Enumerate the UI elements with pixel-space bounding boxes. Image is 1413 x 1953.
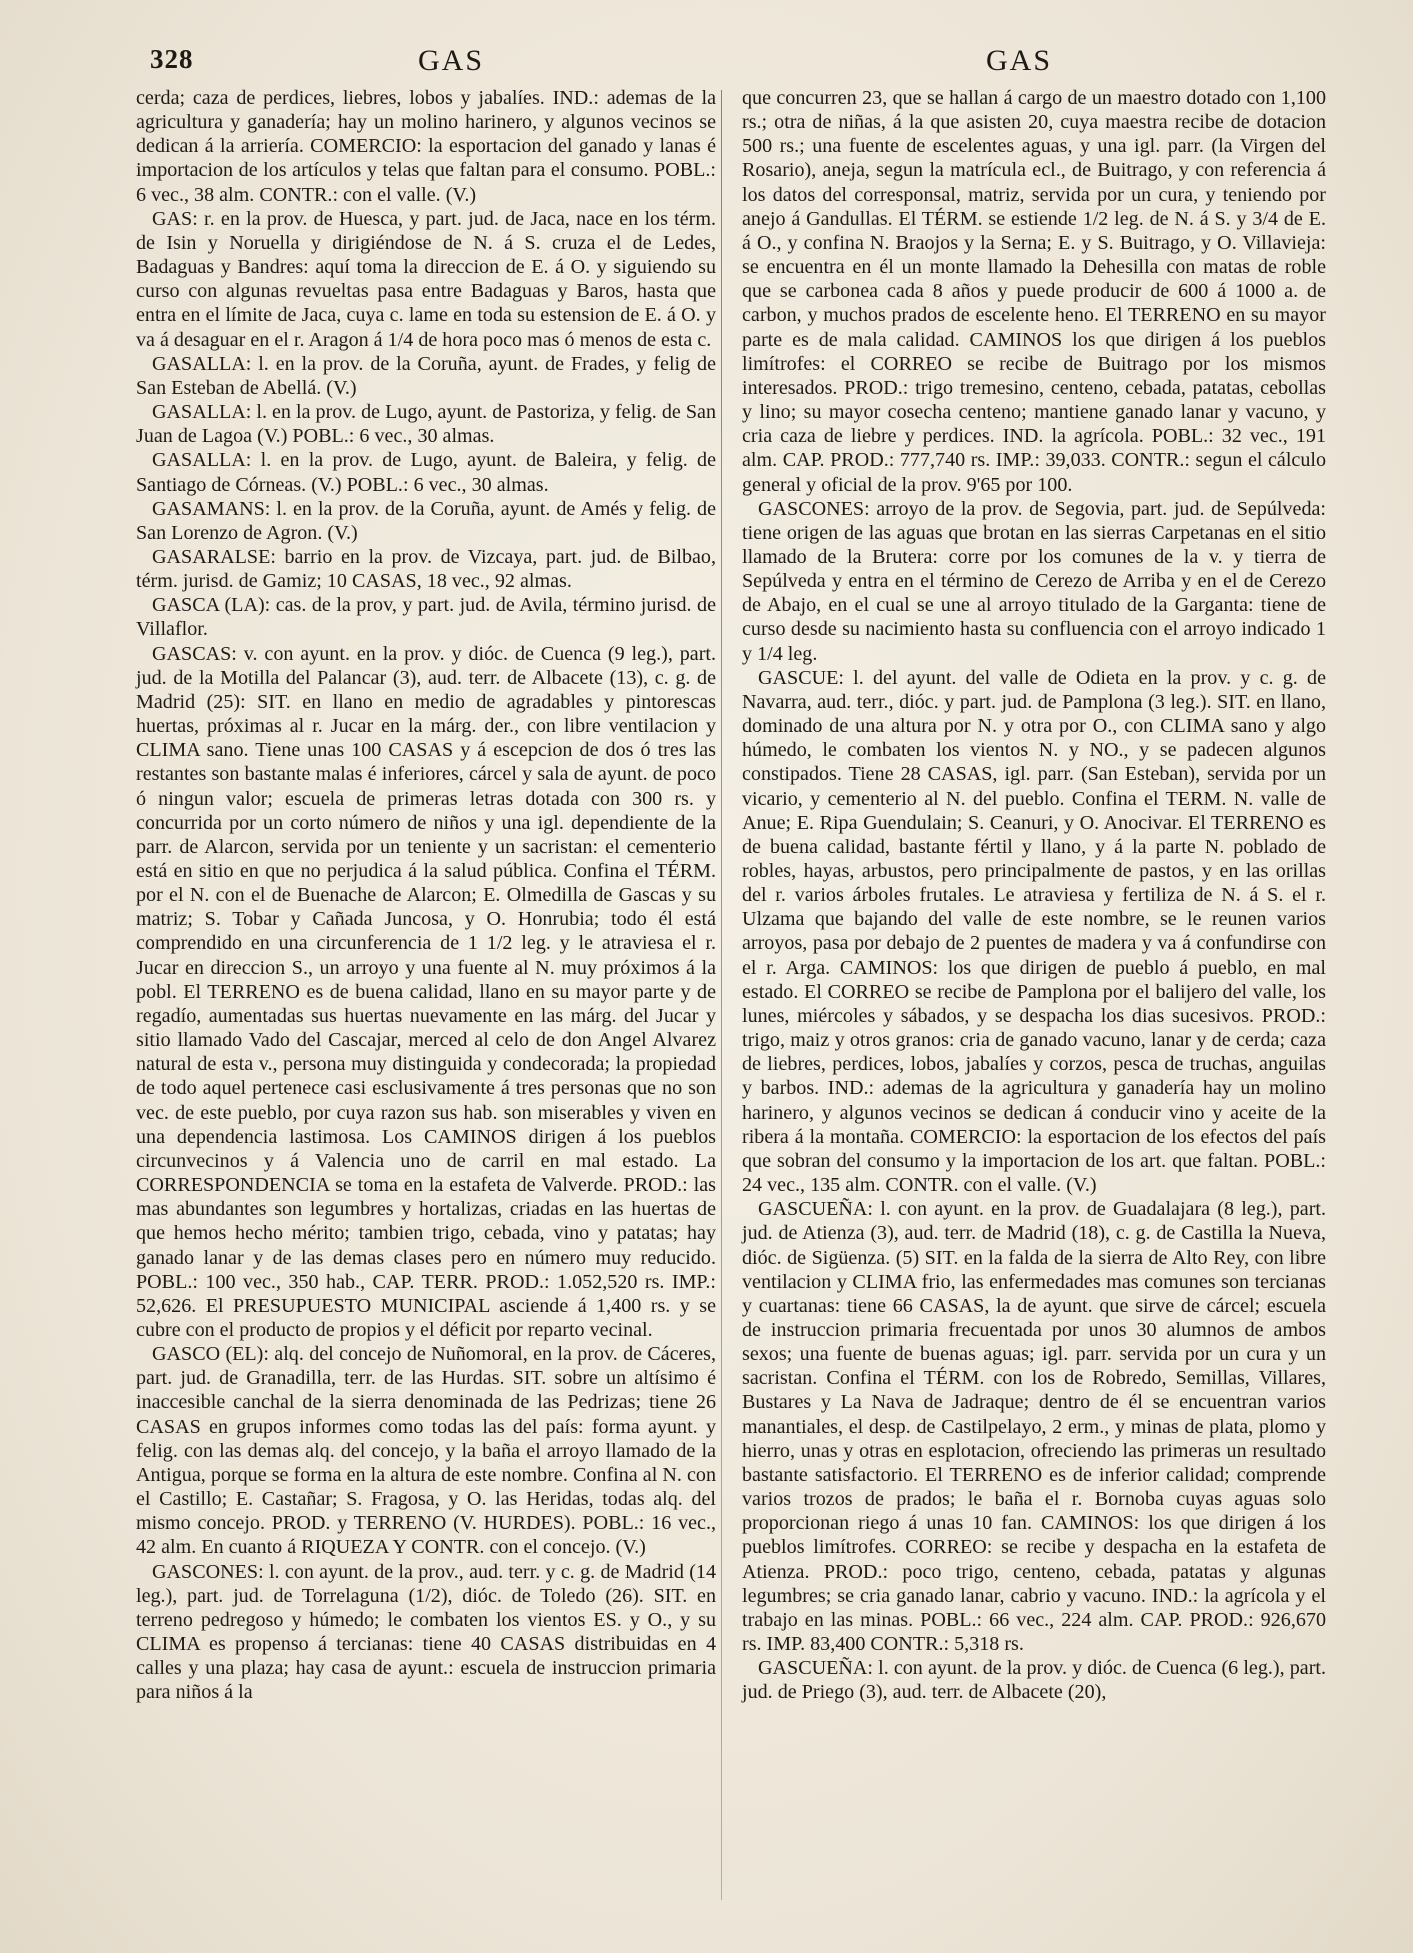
- entry-paragraph: GASCONES: l. con ayunt. de la prov., aud. terr. y c. g. de Madrid (14 leg.), part. jud. de Torrelaguna (1/2), dióc. de Toledo (26). SIT. en terreno pedregoso y húmedo; le combaten los vientos ES. y O., y su CLIMA es propenso á tercianas: tiene 40 CASAS distribuidas en 4 calles y una plaza; hay casa de ayunt.: escuela de instruccion primaria para niños á la: [136, 1560, 716, 1704]
- entry-paragraph: GASCUEÑA: l. con ayunt. de la prov. y dióc. de Cuenca (6 leg.), part. jud. de Priego (3), aud. terr. de Albacete (20),: [742, 1657, 1326, 1704]
- entry-paragraph: GASALLA: l. en la prov. de la Coruña, ayunt. de Frades, y felig de San Esteban de Abellá. (V.): [136, 352, 716, 399]
- entry-paragraph: GASALLA: l. en la prov. de Lugo, ayunt. de Baleira, y felig. de Santiago de Córneas. (V.) POBL.: 6 vec., 30 almas.: [136, 449, 716, 496]
- left-column: [136, 86, 716, 1704]
- left-running-head: GAS: [418, 44, 485, 77]
- entry-paragraph: GASCUEÑA: l. con ayunt. en la prov. de Guadalajara (8 leg.), part. jud. de Atienza (3), aud. terr. de Madrid (18), c. g. de Castilla la Nueva, dióc. de Sigüenza. (5) SIT. en la falda de la sierra de Alto Rey, con libre ventilacion y CLIMA frio, las enfermedades mas comunes son tercianas y cuartanas: tiene 66 CASAS, la de ayunt. que sirve de cárcel; escuela de instruccion primaria frecuentada por unos 30 alumnos de ambos sexos; una fuente de buenas aguas; igl. parr. servida por un cura y un sacristan. Confina el TÉRM. con los de Robredo, Semillas, Villares, Bustares y La Nava de Jadraque; dentro de él se encuentran varios manantiales, el desp. de Castilpelayo, 2 erm., y minas de plata, plomo y hierro, unas y otras en esplotacion, ofreciendo las primeras un resultado bastante satisfactorio. El TERRENO es de inferior calidad; comprende varios trozos de prados; le baña el r. Bornoba cuyas aguas solo proporcionan riego á unas 10 fan. CAMINOS: los que dirigen á los pueblos limítrofes. CORREO: se recibe y despacha en la estafeta de Atienza. PROD.: poco trigo, centeno, cebada, patatas y algunas legumbres; se cria ganado lanar, cabrio y vacuno. IND.: la agrícola y el trabajo en las minas. POBL.: 66 vec., 224 alm. CAP. PROD.: 926,670 rs. IMP. 83,400 CONTR.: 5,318 rs.: [742, 1198, 1326, 1655]
- entry-paragraph: GASCO (EL): alq. del concejo de Nuñomoral, en la prov. de Cáceres, part. jud. de Granadilla, terr. de las Hurdas. SIT. sobre un altísimo é inaccesible canchal de la sierra denominada de las Pedrizas; tiene 26 CASAS en grupos informes como todas las del país: forma ayunt. y felig. con las demas alq. del concejo, y la baña el arroyo llamado de la Antigua, porque se forma en la altura de este nombre. Confina al N. con el Castillo; E. Castañar; S. Fragosa, y O. las Heridas, todas alq. del mismo concejo. PROD. y TERRENO (V. HURDES). POBL.: 16 vec., 42 alm. En cuanto á RIQUEZA Y CONTR. con el concejo. (V.): [136, 1343, 716, 1559]
- entry-paragraph: GASCAS: v. con ayunt. en la prov. y dióc. de Cuenca (9 leg.), part. jud. de la Motilla del Palancar (3), aud. terr. de Albacete (13), c. g. de Madrid (25): SIT. en llano en medio de agradables y pintorescas huertas, próximas al r. Jucar en la márg. der., con libre ventilacion y CLIMA sano. Tiene unas 100 CASAS y á escepcion de dos ó tres las restantes son bastante malas é inferiores, cárcel y sala de ayunt. de poco ó ningun valor; escuela de primeras letras dotada con 300 rs. y concurrida por un corto número de niños y una igl. dependiente de la parr. de Alarcon, servida por un teniente y un sacristan: el cementerio está en sitio en que no perjudica á la salud pública. Confina el TÉRM. por el N. con el de Buenache de Alarcon; E. Olmedilla de Gascas y su matriz; S. Tobar y Cañada Juncosa, y O. Honrubia; todo él está comprendido en una circunferencia de 1 1/2 leg. y le atraviesa el r. Jucar en direccion S., un arroyo y una fuente al N. muy próximos á la pobl. El TERRENO es de buena calidad, llano en su mayor parte y de regadío, aumentadas sus huertas nuevamente en las márg. del Jucar y sitio llamado Vado del Cascajar, merced al celo de don Angel Alvarez natural de esta v., persona muy distinguida y condecorada; la propiedad de todo aquel pertenece casi esclusivamente á tres personas que no son vec. de este pueblo, por cuya razon sus hab. son miserables y viven en una dependencia lastimosa. Los CAMINOS dirigen á los pueblos circunvecinos y á Valencia uno de carril en mal estado. La CORRESPONDENCIA se toma en la estafeta de Valverde. PROD.: las mas abundantes son legumbres y hortalizas, criadas en las huertas de que hemos hecho mérito; tambien trigo, cebada, vino y patatas; hay ganado lanar y de las demas clases pero en número muy reducido. POBL.: 100 vec., 350 hab., CAP. TERR. PROD.: 1.052,520 rs. IMP.: 52,626. El PRESUPUESTO MUNICIPAL asciende á 1,400 rs. y se cubre con el producto de propios y el déficit por reparto vecinal.: [136, 642, 716, 1341]
- entry-paragraph: GASAMANS: l. en la prov. de la Coruña, ayunt. de Amés y felig. de San Lorenzo de Agron. (V.): [136, 497, 716, 544]
- page-header: [150, 44, 1330, 84]
- page-number: 328: [150, 44, 194, 74]
- entry-paragraph: cerda; caza de perdices, liebres, lobos y jabalíes. IND.: ademas de la agricultura y ganadería; hay un molino harinero, y algunos vecinos se dedican á la arriería. COMERCIO: la esportacion del ganado y lanas é importacion de los artículos y telas que faltan para el consumo. POBL.: 6 vec., 38 alm. CONTR.: con el valle. (V.): [136, 87, 716, 206]
- entry-paragraph: GASCONES: arroyo de la prov. de Segovia, part. jud. de Sepúlveda: tiene origen de las aguas que brotan en las sierras Carpetanas en el sitio llamado de la Brutera: corre por los comunes de la v. y tierra de Sepúlveda y entra en el término de Cerezo de Arriba y en el de Cerezo de Abajo, en el cual se une al arroyo titulado de la Garganta: tiene de curso desde su nacimiento hasta su confluencia con el arroyo indicado 1 y 1/4 leg.: [742, 497, 1326, 665]
- right-column: [742, 86, 1326, 1704]
- entry-paragraph: GASALLA: l. en la prov. de Lugo, ayunt. de Pastoriza, y felig. de San Juan de Lagoa (V.) POBL.: 6 vec., 30 almas.: [136, 401, 716, 448]
- entry-paragraph: GASARALSE: barrio en la prov. de Vizcaya, part. jud. de Bilbao, térm. jurisd. de Gamiz; 10 CASAS, 18 vec., 92 almas.: [136, 545, 716, 593]
- column-divider: [721, 90, 722, 1900]
- entry-paragraph: que concurren 23, que se hallan á cargo de un maestro dotado con 1,100 rs.; otra de niñas, á la que asisten 20, cuya maestra recibe de dotacion 500 rs.; una fuente de escelentes aguas, y una igl. parr. (la Virgen del Rosario), aneja, segun la matrícula ecl., de Buitrago, y con referencia á los datos del corresponsal, matriz, servida por un cura, y teniendo por anejo á Gandullas. El TÉRM. se estiende 1/2 leg. de N. á S. y 3/4 de E. á O., y confina N. Braojos y la Serna; E. y S. Buitrago, y O. Villavieja: se encuentra en él un monte llamado la Dehesilla con matas de roble que se carbonea cada 8 años y puede producir de 600 á 1000 a. de carbon, y muchos prados de escelente heno. El TERRENO en su mayor parte es de mala calidad. CAMINOS los que dirigen á los pueblos limítrofes: el CORREO se recibe de Buitrago por los mismos interesados. PROD.: trigo tremesino, centeno, cebada, patatas, cebollas y lino; su mayor cosecha centeno; mantiene ganado lanar y vacuno, y cria caza de liebre y perdices. IND. la agrícola. POBL.: 32 vec., 191 alm. CAP. PROD.: 777,740 rs. IMP.: 39,033. CONTR.: segun el cálculo general y oficial de la prov. 9'65 por 100.: [742, 87, 1326, 496]
- entry-paragraph: GASCUE: l. del ayunt. del valle de Odieta en la prov. y c. g. de Navarra, aud. terr., dióc. y part. jud. de Pamplona (3 leg.). SIT. en llano, dominado de una altura por N. y otra por O., con CLIMA sano y algo húmedo, le combaten los vientos N. y NO., y se padecen algunos constipados. Tiene 28 CASAS, igl. parr. (San Esteban), servida por un vicario, y cementerio al N. del pueblo. Confina el TERM. N. valle de Anue; E. Ripa Guendulain; S. Ceanuri, y O. Anocivar. El TERRENO es de buena calidad, bastante fértil y llano, y á la parte N. poblado de robles, hayas, arbustos, pero principalmente de pastos, y en las orillas del r. varios árboles frutales. Le atraviesa y fertiliza de N. á S. el r. Ulzama que bajando del valle de este nombre, se le reunen varios arroyos, pasa por debajo de 2 puentes de madera y va á confundirse con el r. Arga. CAMINOS: los que dirigen de pueblo á pueblo, en mal estado. El CORREO se recibe de Pamplona por el balijero del valle, los lunes, miércoles y sábados, y se despacha los dias sucesivos. PROD.: trigo, maiz y otros granos: cria de ganado vacuno, lanar y de cerda; caza de liebres, perdices, lobos, jabalíes y corzos, pesca de truchas, anguilas y barbos. IND.: ademas de la agricultura y ganadería hay un molino harinero, y algunos vecinos se dedican á conducir vino y aceite de la ribera á la montaña. COMERCIO: la esportacion de los efectos del país que sobran del consumo y la importacion de los art. que faltan. POBL.: 24 vec., 135 alm. CONTR. con el valle. (V.): [742, 666, 1326, 1197]
- entry-paragraph: GASCA (LA): cas. de la prov, y part. jud. de Avila, término jurisd. de Villaflor.: [136, 594, 716, 641]
- right-running-head: GAS: [986, 44, 1053, 77]
- entry-paragraph: GAS: r. en la prov. de Huesca, y part. jud. de Jaca, nace en los térm. de Isin y Noruella y dirigiéndose de N. á S. cruza el de Ledes, Badaguas y Bandres: aquí toma la direccion de E. á O. y siguiendo su curso con algunas revueltas pasa entre Badaguas y Baros, hasta que entra en el límite de Jaca, cuya c. lame en toda su estension de E. á O. y va á desaguar en el r. Aragon á 1/4 de hora poco mas ó menos de esta c.: [136, 207, 716, 351]
